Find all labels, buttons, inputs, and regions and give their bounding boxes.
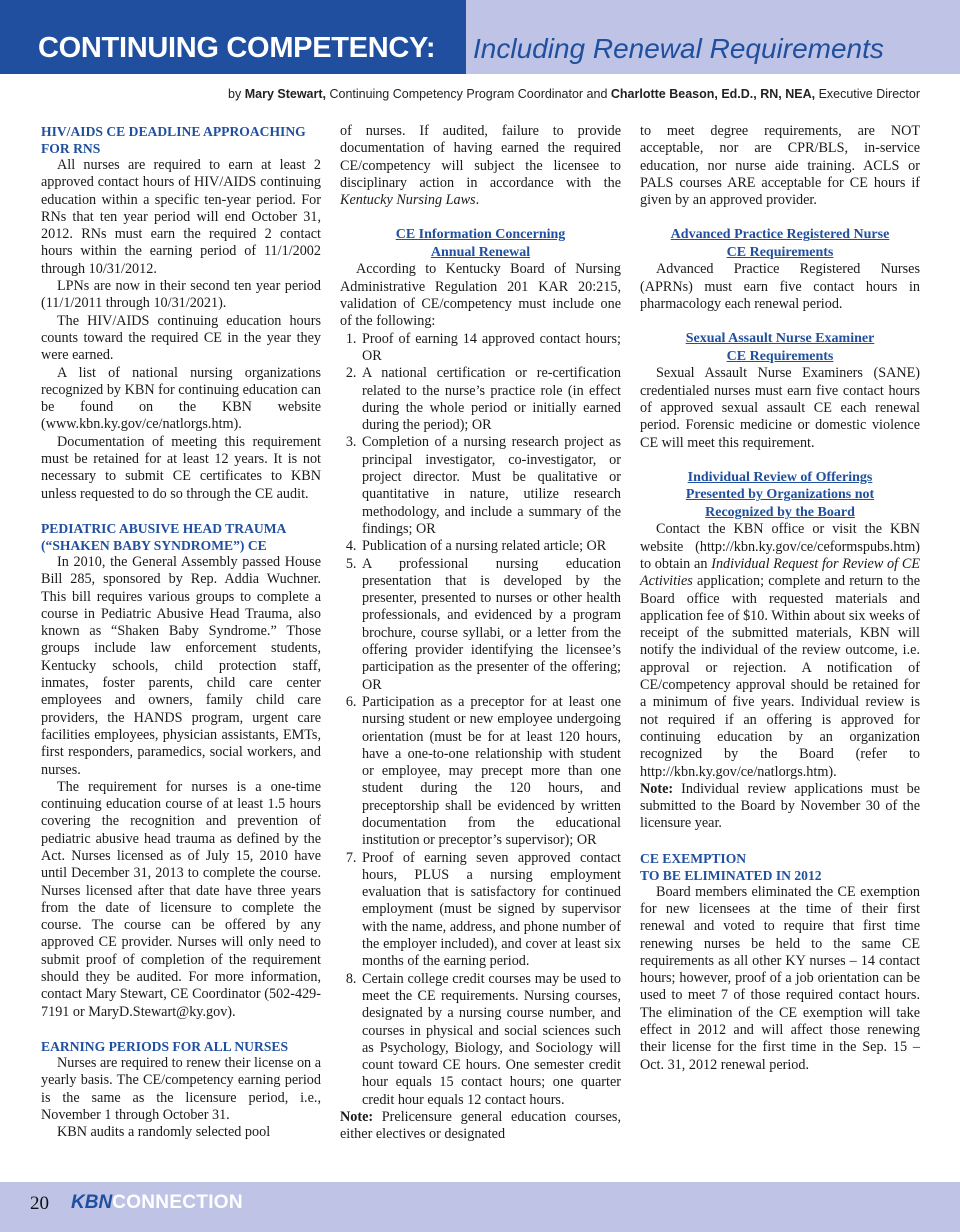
paragraph: [640, 521, 920, 780]
paragraph: LPNs are now in their second ten year period (11/1/2011 through 10/31/2021).: [41, 278, 321, 312]
list-item: 3. Completion of a nursing research project as principal investigator, co-investigator, or project director. Must be qualitative or quantitative in nature, utilize research methodology, and include a summary of the findings; OR: [360, 434, 621, 538]
heading-line: Sexual Assault Nurse Examiner: [685, 331, 875, 347]
heading-line: CE EXEMPTION: [640, 850, 747, 866]
text: Individual review applications must be submitted to the Board by November 30 of the licensure year.: [640, 780, 920, 832]
logo-connection: CONNECTION: [112, 1192, 243, 1213]
text: .: [475, 192, 480, 209]
section-heading-sane: [640, 330, 920, 365]
text-italic: Kentucky Nursing Laws: [340, 192, 476, 209]
heading-line: CE Information Concerning: [395, 227, 566, 243]
note-label: Note:: [340, 1109, 374, 1126]
list-item: 8. Certain college credit courses may be used to meet the CE requirements. Nursing courses, designated by a nursing course number, and courses in physical and social sciences such as Psychology, Biology, and Sociology will count toward CE hours. One semester credit hour equals 15 contact hours; one quarter credit hour equals 12 contact hours.: [360, 971, 621, 1109]
section-heading-hiv: HIV/AIDS CE DEADLINE APPROACHING FOR RNS: [41, 124, 306, 156]
text: Prelicensure general education courses, either electives or designated: [340, 1109, 621, 1143]
list-item: 6. Participation as a preceptor for at least one nursing student or new employee undergoing orientation (must be for at least 120 hours, have a one-to-one relationship with student or employee, may precept more than one student during the 120 hours, and preceptorship shall be evidenced by written documentation from the educational institution or preceptor’s supervisor); OR: [360, 694, 621, 850]
paragraph: Sexual Assault Nurse Examiners (SANE) credentialed nurses must earn five contact hours of approved sexual assault CE each renewal period. Forensic medicine or domestic violence CE will meet this requirement.: [640, 365, 920, 451]
section-heading-ce-info: [340, 226, 621, 261]
paragraph: All nurses are required to earn at least 2 approved contact hours of HIV/AIDS continuing education within a specific ten-year period. For RNs that ten year period will end October 31, 2012. RNs must earn the required 2 contact hours within the earning period of 11/1/2002 through 10/31/2012.: [41, 157, 321, 277]
text-italic: Individual Request for Review of CE Activities: [640, 555, 920, 590]
logo-kbn: KBN: [71, 1192, 113, 1213]
page-title: CONTINUING COMPETENCY:: [38, 32, 436, 64]
paragraph: The requirement for nurses is a one-time continuing education course of at least 1.5 hours covering the recognition and prevention of pediatric abusive head trauma as defined by the Act. Nurses licensed as of July 15, 2010 have until December 31, 2013 to complete the course. Nurses licensed after that date have three years from the date of licensure to complete the course. The course can be offered by any approved CE provider. Nurses will only need to submit proof of completion of the requirement should they be audited. For more information, contact Mary Stewart, CE Coordinator (502-429-7191 or MaryD.Stewart@ky.gov).: [41, 778, 321, 1020]
column-left: [41, 123, 321, 1141]
text: Contact the KBN office or visit the KBN website (http://kbn.ky.gov/ce/ceformspubs.htm) to obtain an: [640, 521, 920, 572]
column-right: [640, 123, 920, 1074]
byline-author2-role: Executive Director: [815, 87, 920, 101]
note-paragraph: [340, 1109, 621, 1144]
paragraph: KBN audits a randomly selected pool: [57, 1124, 271, 1141]
heading-line: TO BE ELIMINATED IN 2012: [640, 867, 822, 883]
paragraph: According to Kentucky Board of Nursing Administrative Regulation 201 KAR 20:215, validation of CE/competency must include one of the following:: [340, 261, 621, 330]
paragraph: Board members eliminated the CE exemption for new licensees at the time of their first renewal and voted to require that first time renewing nurses be held to the same CE requirements as all other KY nurses – 14 contact hours; however, proof of a job orientation can be used to meet 7 of those required contact hours. The elimination of the CE exemption will take effect in 2012 and will affect those renewing their license for the first time in the Sep. 15 – Oct. 31, 2012 renewal period.: [640, 883, 920, 1073]
text: of nurses. If audited, failure to provide documentation of having earned the required CE/competency will subject the licensee to disciplinary action in accordance with the: [340, 123, 621, 191]
heading-line: Advanced Practice Registered Nurse: [670, 227, 890, 243]
list-item: 1. Proof of earning 14 approved contact hours; OR: [360, 331, 621, 366]
byline-author1-role: Continuing Competency Program Coordinator and: [326, 87, 611, 101]
list-item: 5. A professional nursing education presentation that is developed by the presenter, presented to nurses or other health professionals, and evidenced by a program brochure, course syllabi, or a letter from the offering provider identifying the licensee’s participation as the presenter of the offering; OR: [360, 556, 621, 694]
heading-line: CE Requirements: [726, 244, 834, 260]
section-heading-earning-periods: EARNING PERIODS FOR ALL NURSES: [41, 1038, 289, 1054]
kbn-connection-logo: [71, 1192, 243, 1214]
column-middle: [340, 123, 621, 1144]
section-heading-shaken-baby: PEDIATRIC ABUSIVE HEAD TRAUMA (“SHAKEN BABY SYNDROME”) CE: [41, 520, 286, 553]
byline: [228, 87, 920, 101]
paragraph: Documentation of meeting this requirement must be retained for at least 12 years. It is not necessary to submit CE certificates to KBN unless requested to do so through the CE audit.: [41, 433, 321, 502]
list-item: 4. Publication of a nursing related article; OR: [360, 538, 621, 555]
heading-line: Presented by Organizations not: [685, 487, 875, 503]
note-paragraph: [640, 781, 920, 833]
paragraph: to meet degree requirements, are NOT acceptable, nor are CPR/BLS, in-service education, nor nurse aide training. ACLS or PALS courses ARE acceptable for CE hours if given by an approved provider.: [640, 123, 920, 209]
section-heading-individual-review: [640, 469, 920, 522]
paragraph: Nurses are required to renew their license on a yearly basis. The CE/competency earning period is the same as the licensure period, i.e., November 1 through October 31.: [41, 1054, 321, 1123]
paragraph: Advanced Practice Registered Nurses (APRNs) must earn five contact hours in pharmacology each renewal period.: [640, 261, 920, 313]
byline-author2: Charlotte Beason, Ed.D., RN, NEA,: [610, 87, 816, 101]
heading-line: Annual Renewal: [430, 244, 531, 260]
list-item: 7. Proof of earning seven approved contact hours, PLUS a nursing employment evaluation that is satisfactory for continued employment (must be signed by supervisor with the name, address, and phone number of the employer included), and cover at least six months of the earning period.: [360, 850, 621, 971]
paragraph: A list of national nursing organizations recognized by KBN for continuing education can be found on the KBN website (www.kbn.ky.gov/ce/natlorgs.htm).: [41, 364, 321, 433]
paragraph: In 2010, the General Assembly passed House Bill 285, sponsored by Rep. Addia Wuchner. This bill requires various groups to complete a course in Pediatric Abusive Head Trauma, also known as “Shaken Baby Syndrome.” Those groups include law enforcement students, Kentucky schools, child protection staff, inmates, foster parents, child care center employees and owners, family child care providers, the HANDS program, urgent care facilities employees, physician assistants, EMTs, first responders, paramedics, social workers, and nurses.: [41, 553, 321, 778]
heading-line: Individual Review of Offerings: [687, 469, 873, 485]
list-item: 2. A national certification or re-certification related to the nurse’s practice role (in effect during the whole period or initially earned during the period); OR: [360, 365, 621, 434]
paragraph: The HIV/AIDS continuing education hours counts toward the required CE in the year they were earned.: [41, 312, 321, 364]
note-label: Note:: [640, 780, 674, 797]
page-subtitle: Including Renewal Requirements: [473, 33, 884, 64]
text: application; complete and return to the Board office with requested materials and application fee of $10. Within about six weeks of receipt of the submitted materials, KBN will notify the individual of the review outcome, i.e. approval or rejection. A notification of CE/competency approval should be retained for a minimum of five years. Individual review is not required if an offering is approved for continuing education by an organization recognized by the Board (refer to http://kbn.ky.gov/ce/natlorgs.htm).: [640, 573, 920, 780]
paragraph: [340, 123, 621, 209]
page-number: 20: [30, 1193, 49, 1214]
section-heading-aprn: [640, 226, 920, 261]
byline-prefix: by: [228, 87, 245, 101]
heading-line: CE Requirements: [726, 348, 834, 364]
requirements-list: [340, 331, 621, 1109]
heading-line: Recognized by the Board: [705, 504, 855, 520]
section-heading-ce-exemption: [640, 850, 920, 884]
byline-author1: Mary Stewart,: [244, 87, 326, 101]
